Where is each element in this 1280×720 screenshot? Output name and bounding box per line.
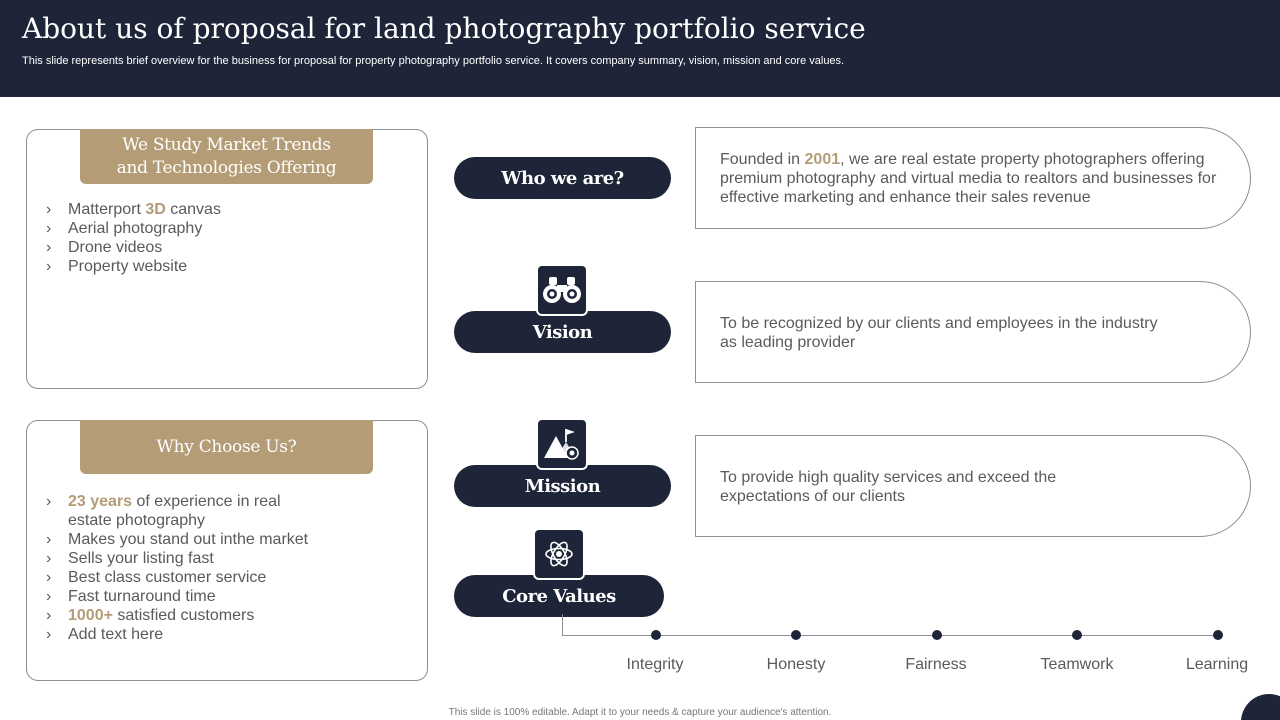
core-value-fairness: Fairness [905,656,967,673]
page-subtitle: This slide represents brief overview for the business for proposal for property photography portfolio service. It covers company summary, vision, mission and core values. [22,55,845,67]
market-trends-heading-line2: and Technologies Offering [116,157,337,178]
core-values-pill: Core Values [454,575,664,617]
footer-note: This slide is 100% editable. Adapt it to your needs & capture your audience's attention. [448,707,832,718]
list-item: › Best class customer service [42,568,412,587]
mountain-flag-target-icon [536,418,588,470]
why-choose-list [42,492,412,644]
list-item: › Matterport 3D canvas [42,200,412,219]
timeline-dot-integrity [651,630,661,640]
list-item: › Aerial photography [42,219,412,238]
vision-box [695,281,1251,383]
mission-text: To provide high quality services and exceed the expectations of our clients [720,469,1057,505]
list-item: › Makes you stand out inthe market [42,530,412,549]
offerings-list [42,200,412,276]
list-item: › Fast turnaround time [42,587,412,606]
vision-pill: Vision [454,311,671,353]
list-item: › Drone videos [42,238,412,257]
who-we-are-text: Founded in 2001, we are real estate property photographers offering premium photography and virtual media to realtors and businesses for effective marketing and enhance their sales revenue [720,151,1217,206]
timeline-dot-fairness [932,630,942,640]
binoculars-icon [536,264,588,316]
corner-decoration [1241,694,1280,720]
who-we-are-box [695,127,1251,229]
market-trends-heading [80,129,373,184]
vision-text: To be recognized by our clients and employees in the industry as leading provider [720,315,1158,351]
mission-pill: Mission [454,465,671,507]
why-choose-heading: Why Choose Us? [80,420,373,474]
timeline-connector [562,614,563,636]
core-value-learning: Learning [1185,656,1249,673]
atom-icon [533,528,585,580]
timeline-dot-learning [1213,630,1223,640]
timeline-dot-honesty [791,630,801,640]
list-item: › 1000+ satisfied customers [42,606,412,625]
who-we-are-pill: Who we are? [454,157,671,199]
list-item: › Property website [42,257,412,276]
core-value-honesty: Honesty [766,656,826,673]
header-bar [0,0,1280,97]
core-value-integrity: Integrity [626,656,684,673]
page-title: About us of proposal for land photography portfolio service [22,12,866,45]
list-item: › Add text here [42,625,412,644]
timeline-dot-teamwork [1072,630,1082,640]
list-item: › Sells your listing fast [42,549,412,568]
mission-box [695,435,1251,537]
market-trends-heading-line1: We Study Market Trends [122,134,331,155]
list-item: › 23 years of experience in real estate photography [42,492,412,530]
core-value-teamwork: Teamwork [1040,656,1114,673]
